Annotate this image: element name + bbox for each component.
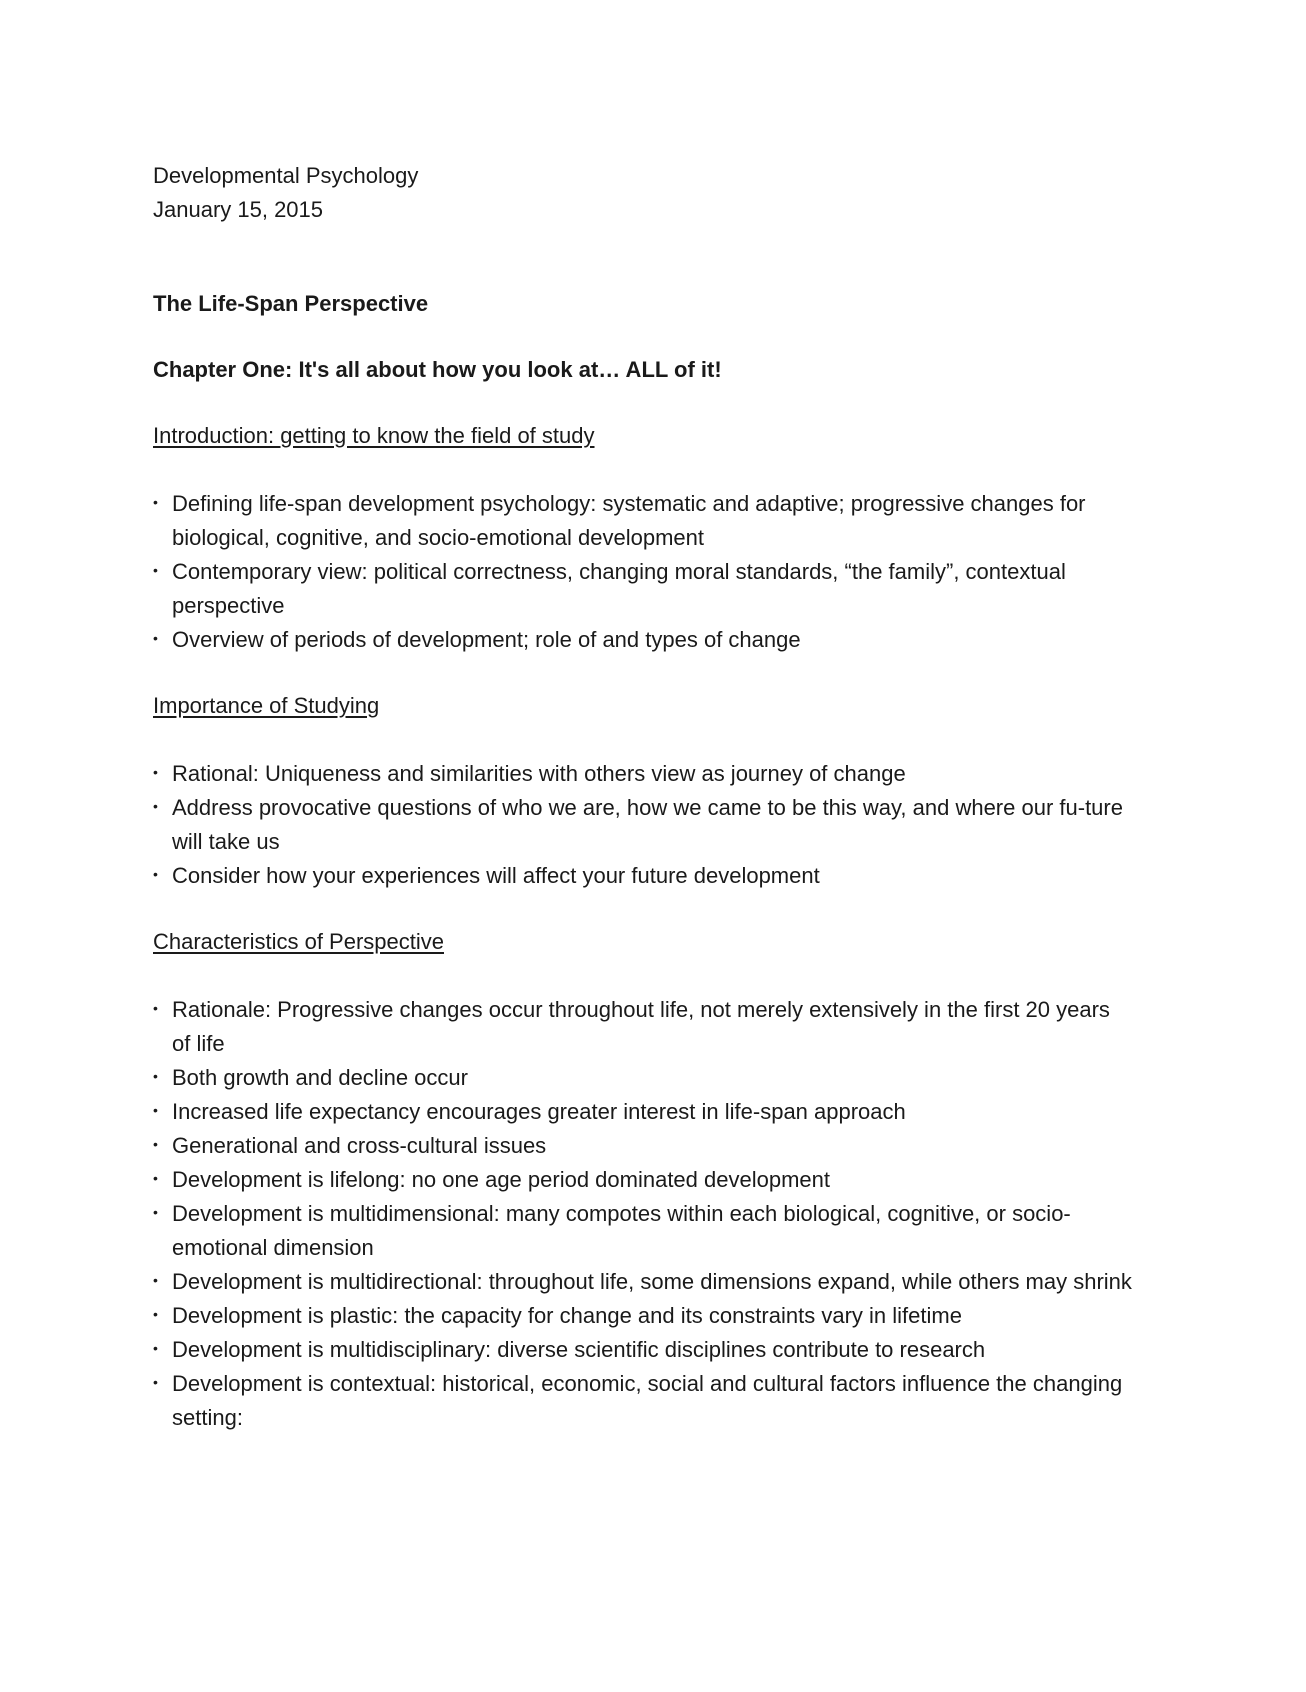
list-item — [153, 1163, 1133, 1197]
list-item — [153, 555, 1138, 623]
list-item — [153, 1265, 1133, 1299]
bullet-icon: • — [153, 494, 158, 510]
bullet-icon: • — [153, 1000, 158, 1016]
list-item — [153, 487, 1138, 555]
bullet-icon: • — [153, 866, 158, 882]
bullet-icon: • — [153, 1170, 158, 1186]
list-item-text: Address provocative questions of who we are, how we came to be this way, and where our fu-ture will take us — [172, 795, 1123, 854]
bullet-icon: • — [153, 1340, 158, 1356]
course-name: Developmental Psychology — [153, 163, 419, 188]
document-body — [153, 159, 1153, 1435]
list-item — [153, 1299, 1133, 1333]
bullet-list-characteristics — [153, 993, 1133, 1435]
chapter-title: Chapter One: It's all about how you look at… ALL of it! — [153, 357, 722, 382]
list-item-text: Increased life expectancy encourages greater interest in life-span approach — [172, 1099, 906, 1124]
list-item — [153, 623, 1138, 657]
bullet-icon: • — [153, 562, 158, 578]
bullet-icon: • — [153, 764, 158, 780]
list-item — [153, 1333, 1133, 1367]
list-item-text: Defining life-span development psychology: systematic and adaptive; progressive changes for biological, cognitive, and socio-emotional development — [172, 491, 1086, 550]
bullet-icon: • — [153, 1272, 158, 1288]
list-item — [153, 1095, 1133, 1129]
list-item — [153, 1061, 1133, 1095]
list-item-text: Contemporary view: political correctness, changing moral standards, “the family”, contextual perspective — [172, 559, 1066, 618]
bullet-list-importance — [153, 757, 1138, 893]
list-item — [153, 1367, 1133, 1435]
list-item — [153, 859, 1138, 893]
list-item-text: Development is multidisciplinary: diverse scientific disciplines contribute to research — [172, 1337, 986, 1362]
bullet-icon: • — [153, 1102, 158, 1118]
list-item — [153, 757, 1138, 791]
list-item-text: Both growth and decline occur — [172, 1065, 468, 1090]
list-item-text: Rational: Uniqueness and similarities with others view as journey of change — [172, 761, 906, 786]
bullet-icon: • — [153, 1306, 158, 1322]
bullet-icon: • — [153, 630, 158, 646]
list-item-text: Development is multidirectional: throughout life, some dimensions expand, while others may shrink — [172, 1269, 1132, 1294]
list-item-text: Development is multidimensional: many compotes within each biological, cognitive, or socio-emotional dimension — [172, 1201, 1071, 1260]
list-item — [153, 1197, 1133, 1265]
bullet-icon: • — [153, 1374, 158, 1390]
bullet-icon: • — [153, 798, 158, 814]
list-item-text: Overview of periods of development; role of and types of change — [172, 627, 801, 652]
list-item — [153, 791, 1138, 859]
list-item-text: Development is lifelong: no one age period dominated development — [172, 1167, 830, 1192]
bullet-list-introduction — [153, 487, 1138, 657]
list-item — [153, 993, 1133, 1061]
list-item — [153, 1129, 1133, 1163]
section-heading-importance: Importance of Studying — [153, 693, 380, 718]
document-title: The Life-Span Perspective — [153, 291, 429, 316]
section-heading-introduction: Introduction: getting to know the field of study — [153, 423, 595, 448]
list-item-text: Generational and cross-cultural issues — [172, 1133, 547, 1158]
list-item-text: Development is contextual: historical, economic, social and cultural factors influence the changing setting: — [172, 1371, 1123, 1430]
bullet-icon: • — [153, 1068, 158, 1084]
bullet-icon: • — [153, 1136, 158, 1152]
list-item-text: Development is plastic: the capacity for change and its constraints vary in lifetime — [172, 1303, 962, 1328]
list-item-text: Consider how your experiences will affect your future development — [172, 863, 820, 888]
list-item-text: Rationale: Progressive changes occur throughout life, not merely extensively in the first 20 years of life — [172, 997, 1110, 1056]
document-date: January 15, 2015 — [153, 197, 324, 222]
bullet-icon: • — [153, 1204, 158, 1220]
section-heading-characteristics: Characteristics of Perspective — [153, 929, 444, 954]
